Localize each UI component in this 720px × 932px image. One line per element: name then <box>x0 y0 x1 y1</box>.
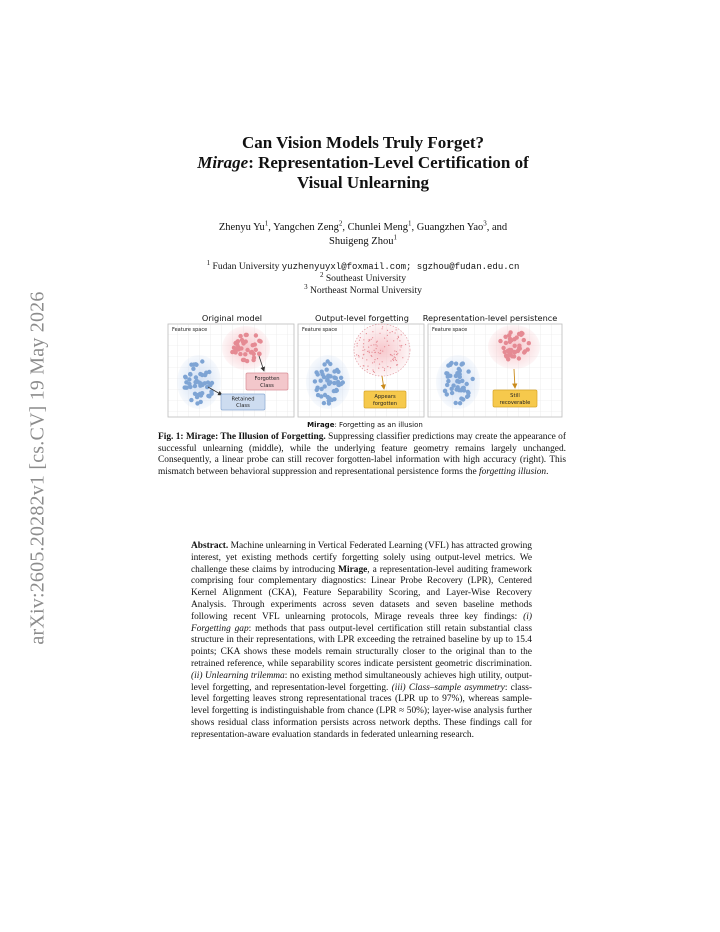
dispersed-forgotten-point <box>380 350 381 351</box>
dispersed-forgotten-point <box>400 349 401 350</box>
abstract-text-2: , a representation-level auditing framework comprising four complementary diagnostics: Linear Probe Recovery (LPR), Centered Kernel Alignment (CKA), Feature Separability Scoring, and Layer-Wise Recovery Analysis. Through experiments across seven datasets and seven baseline methods following recent VFL unlearning protocols, Mirage reveals three key findings: <box>191 564 532 622</box>
title-line-2 <box>140 153 586 173</box>
forgotten-cluster-glow <box>222 326 270 370</box>
dispersed-forgotten-point <box>363 365 364 366</box>
dispersed-forgotten-point <box>372 362 373 363</box>
dispersed-forgotten-point <box>382 351 383 352</box>
retained-class-point <box>459 362 463 366</box>
author-name: Chunlei Meng <box>347 222 409 233</box>
author <box>329 233 397 247</box>
figure-svg <box>166 312 564 434</box>
dispersed-forgotten-point <box>363 343 364 344</box>
dispersed-forgotten-point <box>395 332 396 333</box>
forgotten-class-point <box>513 344 517 348</box>
author-name: Shuigeng Zhou <box>329 236 394 247</box>
retained-class-point <box>188 385 192 389</box>
dispersed-forgotten-point <box>364 349 365 350</box>
author-separator: , <box>268 222 274 233</box>
retained-class-point <box>326 395 330 399</box>
dispersed-forgotten-point <box>401 334 402 335</box>
dispersed-forgotten-point <box>377 345 378 346</box>
dispersed-forgotten-point <box>362 350 363 351</box>
retained-class-point <box>460 379 464 383</box>
forgotten-class-point <box>509 348 513 352</box>
retained-class-point <box>450 391 454 395</box>
retained-class-point <box>445 383 449 387</box>
retained-class-point <box>314 370 318 374</box>
dispersed-forgotten-point <box>374 361 375 362</box>
forgotten-class-point <box>517 346 521 350</box>
author-separator: , <box>411 222 417 233</box>
forgotten-class-point <box>504 341 508 345</box>
retained-class-point <box>466 391 470 395</box>
dispersed-forgotten-point <box>373 371 374 372</box>
forgotten-class-point <box>503 335 507 339</box>
affiliation-name: Northeast Normal University <box>310 285 422 296</box>
retained-class-point <box>184 380 188 384</box>
forgotten-class-point <box>239 346 243 350</box>
retained-class-point <box>455 379 459 383</box>
retained-class-point <box>332 397 336 401</box>
dispersed-forgotten-point <box>369 352 370 353</box>
forgotten-class-point <box>252 356 256 360</box>
dispersed-forgotten-point <box>356 354 357 355</box>
dispersed-forgotten-point <box>397 353 398 354</box>
author-affiliation-mark: 2 <box>338 219 343 228</box>
retained-class-point <box>200 359 204 363</box>
forgotten-class-point <box>238 334 242 338</box>
dispersed-forgotten-point <box>389 332 390 333</box>
retained-class-point <box>451 383 455 387</box>
dispersed-forgotten-point <box>390 360 391 361</box>
forgotten-class-point <box>254 333 258 337</box>
affiliation-2 <box>150 270 576 285</box>
dispersed-forgotten-point <box>394 354 395 355</box>
dispersed-forgotten-point <box>375 344 376 345</box>
affiliation-list <box>150 258 576 297</box>
retained-class-point <box>198 372 202 376</box>
forgotten-class-point <box>253 342 257 346</box>
forgotten-class-point <box>243 352 247 356</box>
dispersed-forgotten-point <box>366 333 367 334</box>
forgotten-class-point <box>254 348 258 352</box>
dispersed-forgotten-point <box>368 347 369 348</box>
retained-class-point <box>458 401 462 405</box>
retained-class-point <box>188 372 192 376</box>
dispersed-forgotten-point <box>372 337 373 338</box>
forgotten-class-point <box>249 350 253 354</box>
retained-class-point <box>325 377 329 381</box>
retained-class-point <box>448 374 452 378</box>
forgotten-class-point <box>527 341 531 345</box>
dispersed-forgotten-point <box>374 372 375 373</box>
author-name: Yangchen Zeng <box>273 222 339 233</box>
dispersed-forgotten-point <box>376 348 377 349</box>
dispersed-forgotten-point <box>368 351 369 352</box>
forgotten-class-point <box>257 352 261 356</box>
dispersed-forgotten-point <box>387 335 388 336</box>
dispersed-forgotten-point <box>367 351 368 352</box>
author-name: Zhenyu Yu <box>218 222 265 233</box>
dispersed-forgotten-point <box>397 338 398 339</box>
appears-forgotten-line1: Appears <box>374 394 396 400</box>
retained-class-point <box>332 381 336 385</box>
retained-class-point <box>208 383 212 387</box>
title-line-1: Can Vision Models Truly Forget? <box>241 133 485 152</box>
forgotten-class-point <box>238 352 242 356</box>
retained-class-point <box>200 383 204 387</box>
dispersed-forgotten-point <box>387 330 388 331</box>
retained-class-point <box>313 379 317 383</box>
author-list <box>150 221 576 249</box>
dispersed-forgotten-point <box>396 329 397 330</box>
retained-class-point <box>335 368 339 372</box>
affiliation-name: Fudan University <box>212 261 280 272</box>
dispersed-forgotten-point <box>382 328 383 329</box>
forgotten-class-point <box>523 349 527 353</box>
author <box>273 219 348 233</box>
author <box>347 219 417 233</box>
figure-caption <box>158 432 566 479</box>
retained-class-label-line2: Class <box>236 403 250 409</box>
dispersed-forgotten-point <box>371 355 372 356</box>
retained-class-point <box>458 375 462 379</box>
dispersed-forgotten-point <box>393 360 394 361</box>
caption-end: . <box>546 467 549 478</box>
dispersed-forgotten-point <box>405 344 406 345</box>
dispersed-forgotten-point <box>395 357 396 358</box>
retained-class-point <box>193 384 197 388</box>
dispersed-forgotten-point <box>388 345 389 346</box>
author-affiliation-mark: 1 <box>393 233 397 242</box>
retained-class-point <box>189 398 193 402</box>
dispersed-forgotten-point <box>359 340 360 341</box>
dispersed-forgotten-point <box>363 339 364 340</box>
retained-class-point <box>322 362 326 366</box>
author-affiliation-mark: 1 <box>264 219 269 228</box>
figure-subtitle-mirage: Mirage <box>307 421 335 429</box>
affiliation-number: 1 <box>206 258 211 267</box>
retained-class-point <box>457 367 461 371</box>
figure-1-illustration <box>166 312 564 432</box>
forgotten-class-point <box>244 333 248 337</box>
retained-class-point <box>449 361 453 365</box>
retained-class-point <box>455 371 459 375</box>
dispersed-forgotten-point <box>374 350 375 351</box>
author-separator: , and <box>486 222 508 233</box>
dispersed-forgotten-point <box>401 346 402 347</box>
dispersed-forgotten-point <box>371 352 372 353</box>
retained-class-point <box>199 400 203 404</box>
dispersed-forgotten-point <box>382 326 383 327</box>
dispersed-cluster-glow <box>354 324 410 376</box>
retained-class-point <box>320 370 324 374</box>
retained-class-point <box>334 376 338 380</box>
finding-3-label: (iii) Class–sample asymmetry <box>391 682 505 693</box>
retained-class-point <box>323 384 327 388</box>
dispersed-forgotten-point <box>396 364 397 365</box>
abstract-mirage: Mirage <box>338 564 368 575</box>
dispersed-forgotten-point <box>366 359 367 360</box>
caption-label: Fig. 1: <box>158 432 184 442</box>
forgotten-class-label-line2: Class <box>260 383 274 389</box>
caption-title: Mirage: The Illusion of Forgetting. <box>185 432 326 442</box>
forgotten-class-point <box>498 339 502 343</box>
dispersed-forgotten-point <box>379 353 380 354</box>
retained-class-point <box>341 380 345 384</box>
retained-class-point <box>319 379 323 383</box>
dispersed-forgotten-point <box>387 341 388 342</box>
retained-class-point <box>461 397 465 401</box>
dispersed-forgotten-point <box>382 361 383 362</box>
author-separator: , <box>342 222 348 233</box>
feature-space-label: Feature space <box>302 327 338 333</box>
figure-subtitle <box>307 421 423 429</box>
author-name: Guangzhen Yao <box>416 222 484 233</box>
dispersed-forgotten-point <box>357 343 358 344</box>
retained-class-point <box>207 394 211 398</box>
dispersed-forgotten-point <box>362 358 363 359</box>
panel-title-representation-level: Representation-level persistence <box>422 313 558 323</box>
finding-3-text: : class-level forgetting leaves strong representational traces (LPR up to 97%), whereas sample-level forgetting is indistinguishable from chance (LPR ≈ 50%); layer-wise analysis further shows residual class information persists across network depths. These findings call for representation-aware evaluation standards in federated unlearning research. <box>191 682 533 740</box>
feature-space-label: Feature space <box>432 327 468 333</box>
dispersed-forgotten-point <box>384 338 385 339</box>
dispersed-forgotten-point <box>376 342 377 343</box>
dispersed-forgotten-point <box>378 352 379 353</box>
affiliation-emails: yuzhenyuyxl@foxmail.com; sgzhou@fudan.edu.cn <box>281 262 520 272</box>
dispersed-forgotten-point <box>384 370 385 371</box>
forgotten-class-point <box>512 354 516 358</box>
dispersed-forgotten-point <box>372 369 373 370</box>
affiliation-number: 2 <box>319 270 324 279</box>
affiliation-name: Southeast University <box>325 273 407 284</box>
retained-class-point <box>443 389 447 393</box>
dispersed-forgotten-point <box>358 356 359 357</box>
dispersed-forgotten-point <box>390 367 391 368</box>
retained-class-point <box>200 391 204 395</box>
affiliation-number: 3 <box>304 282 308 291</box>
dispersed-forgotten-point <box>373 344 374 345</box>
forgotten-class-point <box>234 348 238 352</box>
dispersed-forgotten-point <box>357 345 358 346</box>
retained-class-point <box>194 363 198 367</box>
retained-class-point <box>459 388 463 392</box>
dispersed-forgotten-point <box>363 346 364 347</box>
affiliation-1 <box>150 258 576 273</box>
forgotten-class-point <box>520 331 524 335</box>
figure-subtitle-rest: : Forgetting as an illusion <box>334 421 423 429</box>
abstract-text-1: Machine unlearning in Vertical Federated Learning (VFL) has attracted growing interest, yet existing methods certify forgetting solely using output-level metrics. We challenge these claims by introducing <box>191 541 532 575</box>
retained-class-point <box>189 363 193 367</box>
retained-class-point <box>465 382 469 386</box>
dispersed-forgotten-point <box>396 354 397 355</box>
dispersed-forgotten-point <box>399 345 400 346</box>
forgotten-class-point <box>504 353 508 357</box>
dispersed-forgotten-point <box>367 369 368 370</box>
author-affiliation-mark: 1 <box>408 219 412 228</box>
dispersed-forgotten-point <box>384 346 385 347</box>
caption-text: Suppressing classifier predictions may create the appearance of successful unlearning (middle), while the underlying feature geometry remains largely unchanged. Consequently, a linear probe can still recover forgotten-label information with high accuracy (right). This mismatch between behavioral suppression and representational persistence forms the <box>158 432 566 478</box>
retained-class-point <box>315 388 319 392</box>
dispersed-forgotten-point <box>396 360 397 361</box>
finding-2-text: : no existing method simultaneously achieves high utility, output-level forgetting, and representation-level forgetting. <box>191 670 532 693</box>
retained-class-point <box>194 375 198 379</box>
retained-class-point <box>319 394 323 398</box>
dispersed-forgotten-point <box>398 337 399 338</box>
retained-class-point <box>339 376 343 380</box>
retained-class-point <box>183 385 187 389</box>
forgotten-class-point <box>236 339 240 343</box>
still-recoverable-line2: recoverable <box>499 400 531 406</box>
forgotten-class-point <box>257 339 261 343</box>
dispersed-forgotten-point <box>382 367 383 368</box>
dispersed-forgotten-point <box>398 336 399 337</box>
dispersed-forgotten-point <box>377 341 378 342</box>
paper-title <box>140 133 586 193</box>
retained-class-point <box>337 383 341 387</box>
forgotten-class-point <box>508 340 512 344</box>
affiliation-3 <box>150 282 576 297</box>
retained-class-point <box>446 379 450 383</box>
dispersed-forgotten-point <box>358 355 359 356</box>
panel-title-original: Original model <box>201 313 263 323</box>
forgotten-class-point <box>244 339 248 343</box>
finding-1-label: (i) Forgetting gap <box>191 611 532 634</box>
caption-italic-term: forgetting illusion <box>479 467 547 478</box>
title-line-2-rest: : Representation-Level Certification of <box>248 153 529 172</box>
arxiv-identifier-stamp <box>24 258 52 678</box>
dispersed-forgotten-point <box>387 366 388 367</box>
author <box>218 219 274 233</box>
dispersed-forgotten-point <box>372 331 373 332</box>
finding-1-text: : methods that pass output-level certification still retain substantial class structure in their representations, with LPR exceeding the retrained baseline by up to 15.4 points; CKA shows these models remain structurally closer to the original than to the retrained reference, while separability scores indicate persistent geometric discrimination. <box>191 623 532 669</box>
dispersed-forgotten-point <box>374 359 375 360</box>
forgotten-class-point <box>501 346 505 350</box>
dispersed-forgotten-point <box>392 355 393 356</box>
abstract <box>191 541 532 742</box>
dispersed-forgotten-point <box>371 339 372 340</box>
author-affiliation-mark: 3 <box>483 219 487 228</box>
forgotten-class-point <box>517 356 521 360</box>
finding-2-label: (ii) Unlearning trilemma <box>191 670 285 681</box>
retained-class-point <box>325 368 329 372</box>
forgotten-class-point <box>242 358 246 362</box>
retained-class-point <box>471 377 475 381</box>
dispersed-forgotten-point <box>367 366 368 367</box>
retained-class-point <box>191 367 195 371</box>
dispersed-forgotten-point <box>401 345 402 346</box>
dispersed-forgotten-point <box>393 358 394 359</box>
dispersed-forgotten-point <box>384 368 385 369</box>
still-recoverable-line1: Still <box>510 393 520 399</box>
retained-class-point <box>454 401 458 405</box>
forgotten-class-point <box>522 338 526 342</box>
dispersed-forgotten-point <box>378 368 379 369</box>
forgotten-class-label-line1: Forgotten <box>254 376 280 382</box>
feature-space-label: Feature space <box>172 327 208 333</box>
dispersed-forgotten-point <box>374 352 375 353</box>
dispersed-forgotten-point <box>377 358 378 359</box>
dispersed-forgotten-point <box>396 351 397 352</box>
retained-class-point <box>454 362 458 366</box>
appears-forgotten-line2: forgotten <box>372 401 398 407</box>
title-line-3: Visual Unlearning <box>296 173 430 192</box>
dispersed-forgotten-point <box>392 331 393 332</box>
retained-class-point <box>322 401 326 405</box>
retained-class-label-line1: Retained <box>231 396 255 403</box>
dispersed-forgotten-point <box>390 354 391 355</box>
panel-title-output-level: Output-level forgetting <box>315 313 409 323</box>
author <box>416 219 508 233</box>
dispersed-forgotten-point <box>363 354 364 355</box>
retained-class-point <box>332 389 336 393</box>
dispersed-forgotten-point <box>369 339 370 340</box>
retained-class-point <box>204 371 208 375</box>
dispersed-forgotten-point <box>379 364 380 365</box>
arxiv-id-text: arXiv:2605.20282v1 [cs.CV] 19 May 2026 <box>26 291 49 645</box>
dispersed-forgotten-point <box>371 345 372 346</box>
dispersed-forgotten-point <box>360 337 361 338</box>
abstract-label: Abstract. <box>191 541 229 551</box>
retained-class-point <box>465 395 469 399</box>
dispersed-forgotten-point <box>379 333 380 334</box>
retained-class-point <box>196 393 200 397</box>
dispersed-forgotten-point <box>395 359 396 360</box>
title-mirage-italic: Mirage <box>197 153 249 172</box>
retained-class-point <box>466 369 470 373</box>
dispersed-forgotten-point <box>393 340 394 341</box>
dispersed-forgotten-point <box>399 340 400 341</box>
retained-class-point <box>183 375 187 379</box>
dispersed-forgotten-point <box>402 357 403 358</box>
dispersed-forgotten-point <box>394 350 395 351</box>
forgotten-class-point <box>508 330 512 334</box>
